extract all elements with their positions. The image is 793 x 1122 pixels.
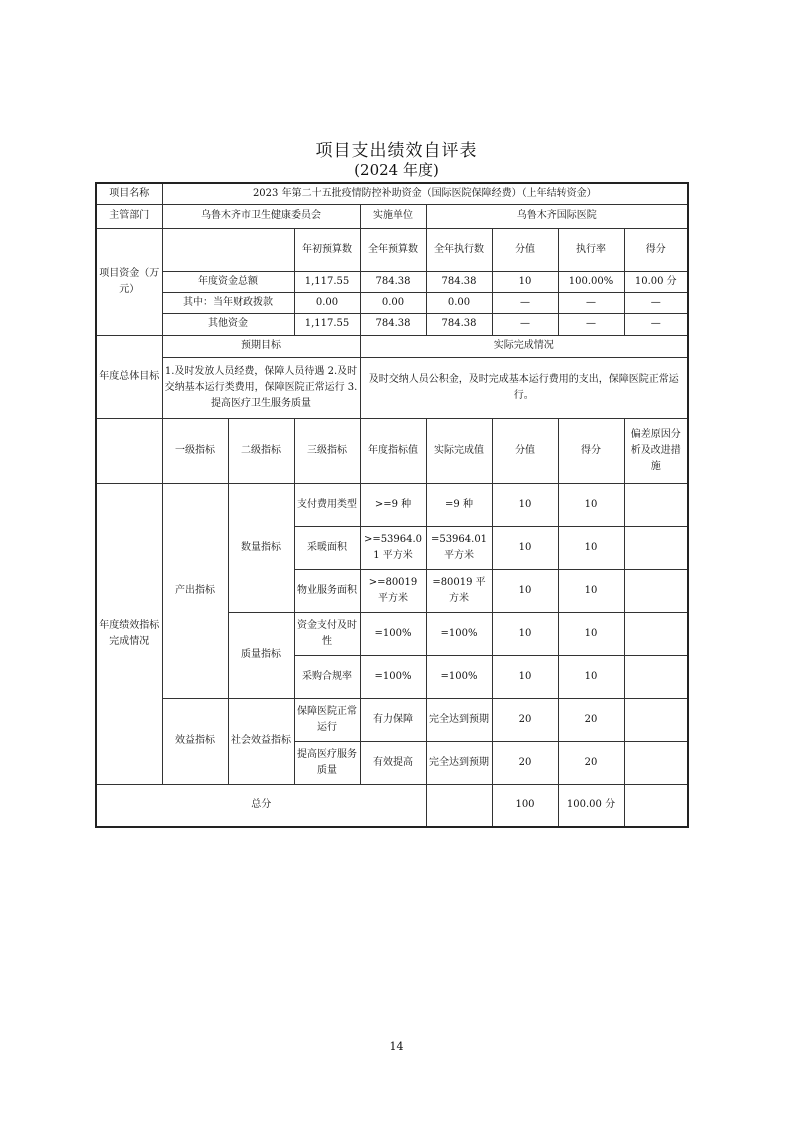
goals-actual-text: 及时交纳人员公积金，及时完成基本运行费用的支出，保障医院正常运行。 bbox=[360, 357, 688, 418]
total-reason bbox=[624, 784, 688, 827]
reason-value bbox=[624, 655, 688, 698]
impl-label: 实施单位 bbox=[360, 204, 426, 228]
funds-cell: — bbox=[492, 292, 558, 313]
funds-row bbox=[96, 271, 688, 292]
score-value: 10 bbox=[492, 655, 558, 698]
level2-indicator: 数量指标 bbox=[228, 483, 294, 612]
target-value: >=80019 平方米 bbox=[360, 569, 426, 612]
funds-cell: — bbox=[492, 313, 558, 335]
funds-cell: 0.00 bbox=[360, 292, 426, 313]
page-title: 项目支出绩效自评表 bbox=[315, 141, 478, 161]
indicator-row bbox=[96, 698, 688, 741]
goals-label: 年度总体目标 bbox=[96, 335, 162, 418]
level3-indicator: 资金支付及时性 bbox=[294, 612, 360, 655]
score-value: 10 bbox=[492, 526, 558, 569]
funds-cell: 1,117.55 bbox=[294, 271, 360, 292]
funds-cell: 100.00% bbox=[558, 271, 624, 292]
indicator-header-cell: 分值 bbox=[492, 418, 558, 483]
reason-value bbox=[624, 612, 688, 655]
indicator-row bbox=[96, 483, 688, 526]
funds-cell: 0.00 bbox=[426, 292, 492, 313]
score-value: 10 bbox=[492, 569, 558, 612]
level3-indicator: 物业服务面积 bbox=[294, 569, 360, 612]
reason-value bbox=[624, 569, 688, 612]
page-number: 14 bbox=[389, 1040, 404, 1053]
actual-value: 完全达到预期 bbox=[426, 741, 492, 784]
level1-indicator: 效益指标 bbox=[162, 698, 228, 784]
funds-cell: — bbox=[558, 292, 624, 313]
indicator-header-cell: 实际完成值 bbox=[426, 418, 492, 483]
funds-header-cell: 年初预算数 bbox=[294, 228, 360, 271]
earned-value: 10 bbox=[558, 612, 624, 655]
actual-value: =80019 平方米 bbox=[426, 569, 492, 612]
page-subtitle: (2024 年度) bbox=[354, 161, 439, 179]
target-value: 有力保障 bbox=[360, 698, 426, 741]
score-value: 20 bbox=[492, 741, 558, 784]
indicator-header-cell: 三级指标 bbox=[294, 418, 360, 483]
total-score: 100 bbox=[492, 784, 558, 827]
funds-header-cell: 分值 bbox=[492, 228, 558, 271]
target-value: =100% bbox=[360, 612, 426, 655]
funds-row-label: 年度资金总额 bbox=[162, 271, 294, 292]
goals-actual-header: 实际完成情况 bbox=[360, 335, 688, 357]
earned-value: 20 bbox=[558, 698, 624, 741]
funds-cell: 10.00 分 bbox=[624, 271, 688, 292]
funds-header-cell: 执行率 bbox=[558, 228, 624, 271]
reason-value bbox=[624, 526, 688, 569]
indicator-header-cell: 年度指标值 bbox=[360, 418, 426, 483]
project-name-label: 项目名称 bbox=[96, 183, 162, 204]
earned-value: 10 bbox=[558, 526, 624, 569]
impl-value: 乌鲁木齐国际医院 bbox=[426, 204, 688, 228]
dept-label: 主管部门 bbox=[96, 204, 162, 228]
level2-indicator: 社会效益指标 bbox=[228, 698, 294, 784]
funds-cell: — bbox=[624, 292, 688, 313]
level1-indicator: 产出指标 bbox=[162, 483, 228, 698]
funds-cell: 784.38 bbox=[426, 313, 492, 335]
actual-value: =53964.01 平方米 bbox=[426, 526, 492, 569]
funds-cell: 10 bbox=[492, 271, 558, 292]
indicators-blank-header bbox=[96, 418, 162, 483]
goals-expected-text: 1.及时发放人员经费，保障人员待遇 2.及时交纳基本运行类费用，保障医院正常运行 3.提高医疗卫生服务质量 bbox=[162, 357, 360, 418]
performance-table bbox=[95, 182, 689, 828]
score-value: 20 bbox=[492, 698, 558, 741]
funds-cell: 784.38 bbox=[360, 271, 426, 292]
funds-cell: 784.38 bbox=[426, 271, 492, 292]
total-earned: 100.00 分 bbox=[558, 784, 624, 827]
funds-header-cell: 全年预算数 bbox=[360, 228, 426, 271]
reason-value bbox=[624, 483, 688, 526]
level3-indicator: 提高医疗服务质量 bbox=[294, 741, 360, 784]
reason-value bbox=[624, 698, 688, 741]
reason-value bbox=[624, 741, 688, 784]
actual-value: 完全达到预期 bbox=[426, 698, 492, 741]
level3-indicator: 采购合规率 bbox=[294, 655, 360, 698]
funds-row bbox=[96, 292, 688, 313]
funds-cell: 0.00 bbox=[294, 292, 360, 313]
funds-row-label: 其中：当年财政拨款 bbox=[162, 292, 294, 313]
actual-value: =100% bbox=[426, 612, 492, 655]
indicator-header-cell: 一级指标 bbox=[162, 418, 228, 483]
actual-value: =100% bbox=[426, 655, 492, 698]
funds-blank-header bbox=[162, 228, 294, 271]
level2-indicator: 质量指标 bbox=[228, 612, 294, 698]
funds-cell: 784.38 bbox=[360, 313, 426, 335]
score-value: 10 bbox=[492, 483, 558, 526]
earned-value: 10 bbox=[558, 569, 624, 612]
target-value: >=9 种 bbox=[360, 483, 426, 526]
funds-label: 项目资金（万元） bbox=[96, 228, 162, 335]
score-value: 10 bbox=[492, 612, 558, 655]
total-actual bbox=[426, 784, 492, 827]
earned-value: 10 bbox=[558, 655, 624, 698]
level3-indicator: 保障医院正常运行 bbox=[294, 698, 360, 741]
funds-header-cell: 全年执行数 bbox=[426, 228, 492, 271]
funds-cell: — bbox=[558, 313, 624, 335]
target-value: =100% bbox=[360, 655, 426, 698]
total-row bbox=[96, 784, 688, 827]
funds-row-label: 其他资金 bbox=[162, 313, 294, 335]
goals-expected-header: 预期目标 bbox=[162, 335, 360, 357]
funds-row bbox=[96, 313, 688, 335]
target-value: 有效提高 bbox=[360, 741, 426, 784]
level3-indicator: 采暖面积 bbox=[294, 526, 360, 569]
indicator-header-cell: 二级指标 bbox=[228, 418, 294, 483]
level3-indicator: 支付费用类型 bbox=[294, 483, 360, 526]
dept-value: 乌鲁木齐市卫生健康委员会 bbox=[162, 204, 360, 228]
earned-value: 20 bbox=[558, 741, 624, 784]
funds-header-cell: 得分 bbox=[624, 228, 688, 271]
funds-cell: — bbox=[624, 313, 688, 335]
target-value: >=53964.01 平方米 bbox=[360, 526, 426, 569]
indicators-label: 年度绩效指标完成情况 bbox=[96, 483, 162, 784]
project-name-value: 2023 年第二十五批疫情防控补助资金（国际医院保障经费）（上年结转资金） bbox=[162, 183, 688, 204]
total-label: 总分 bbox=[96, 784, 426, 827]
earned-value: 10 bbox=[558, 483, 624, 526]
indicator-header-cell: 得分 bbox=[558, 418, 624, 483]
funds-cell: 1,117.55 bbox=[294, 313, 360, 335]
indicator-header-cell: 偏差原因分析及改进措施 bbox=[624, 418, 688, 483]
actual-value: =9 种 bbox=[426, 483, 492, 526]
